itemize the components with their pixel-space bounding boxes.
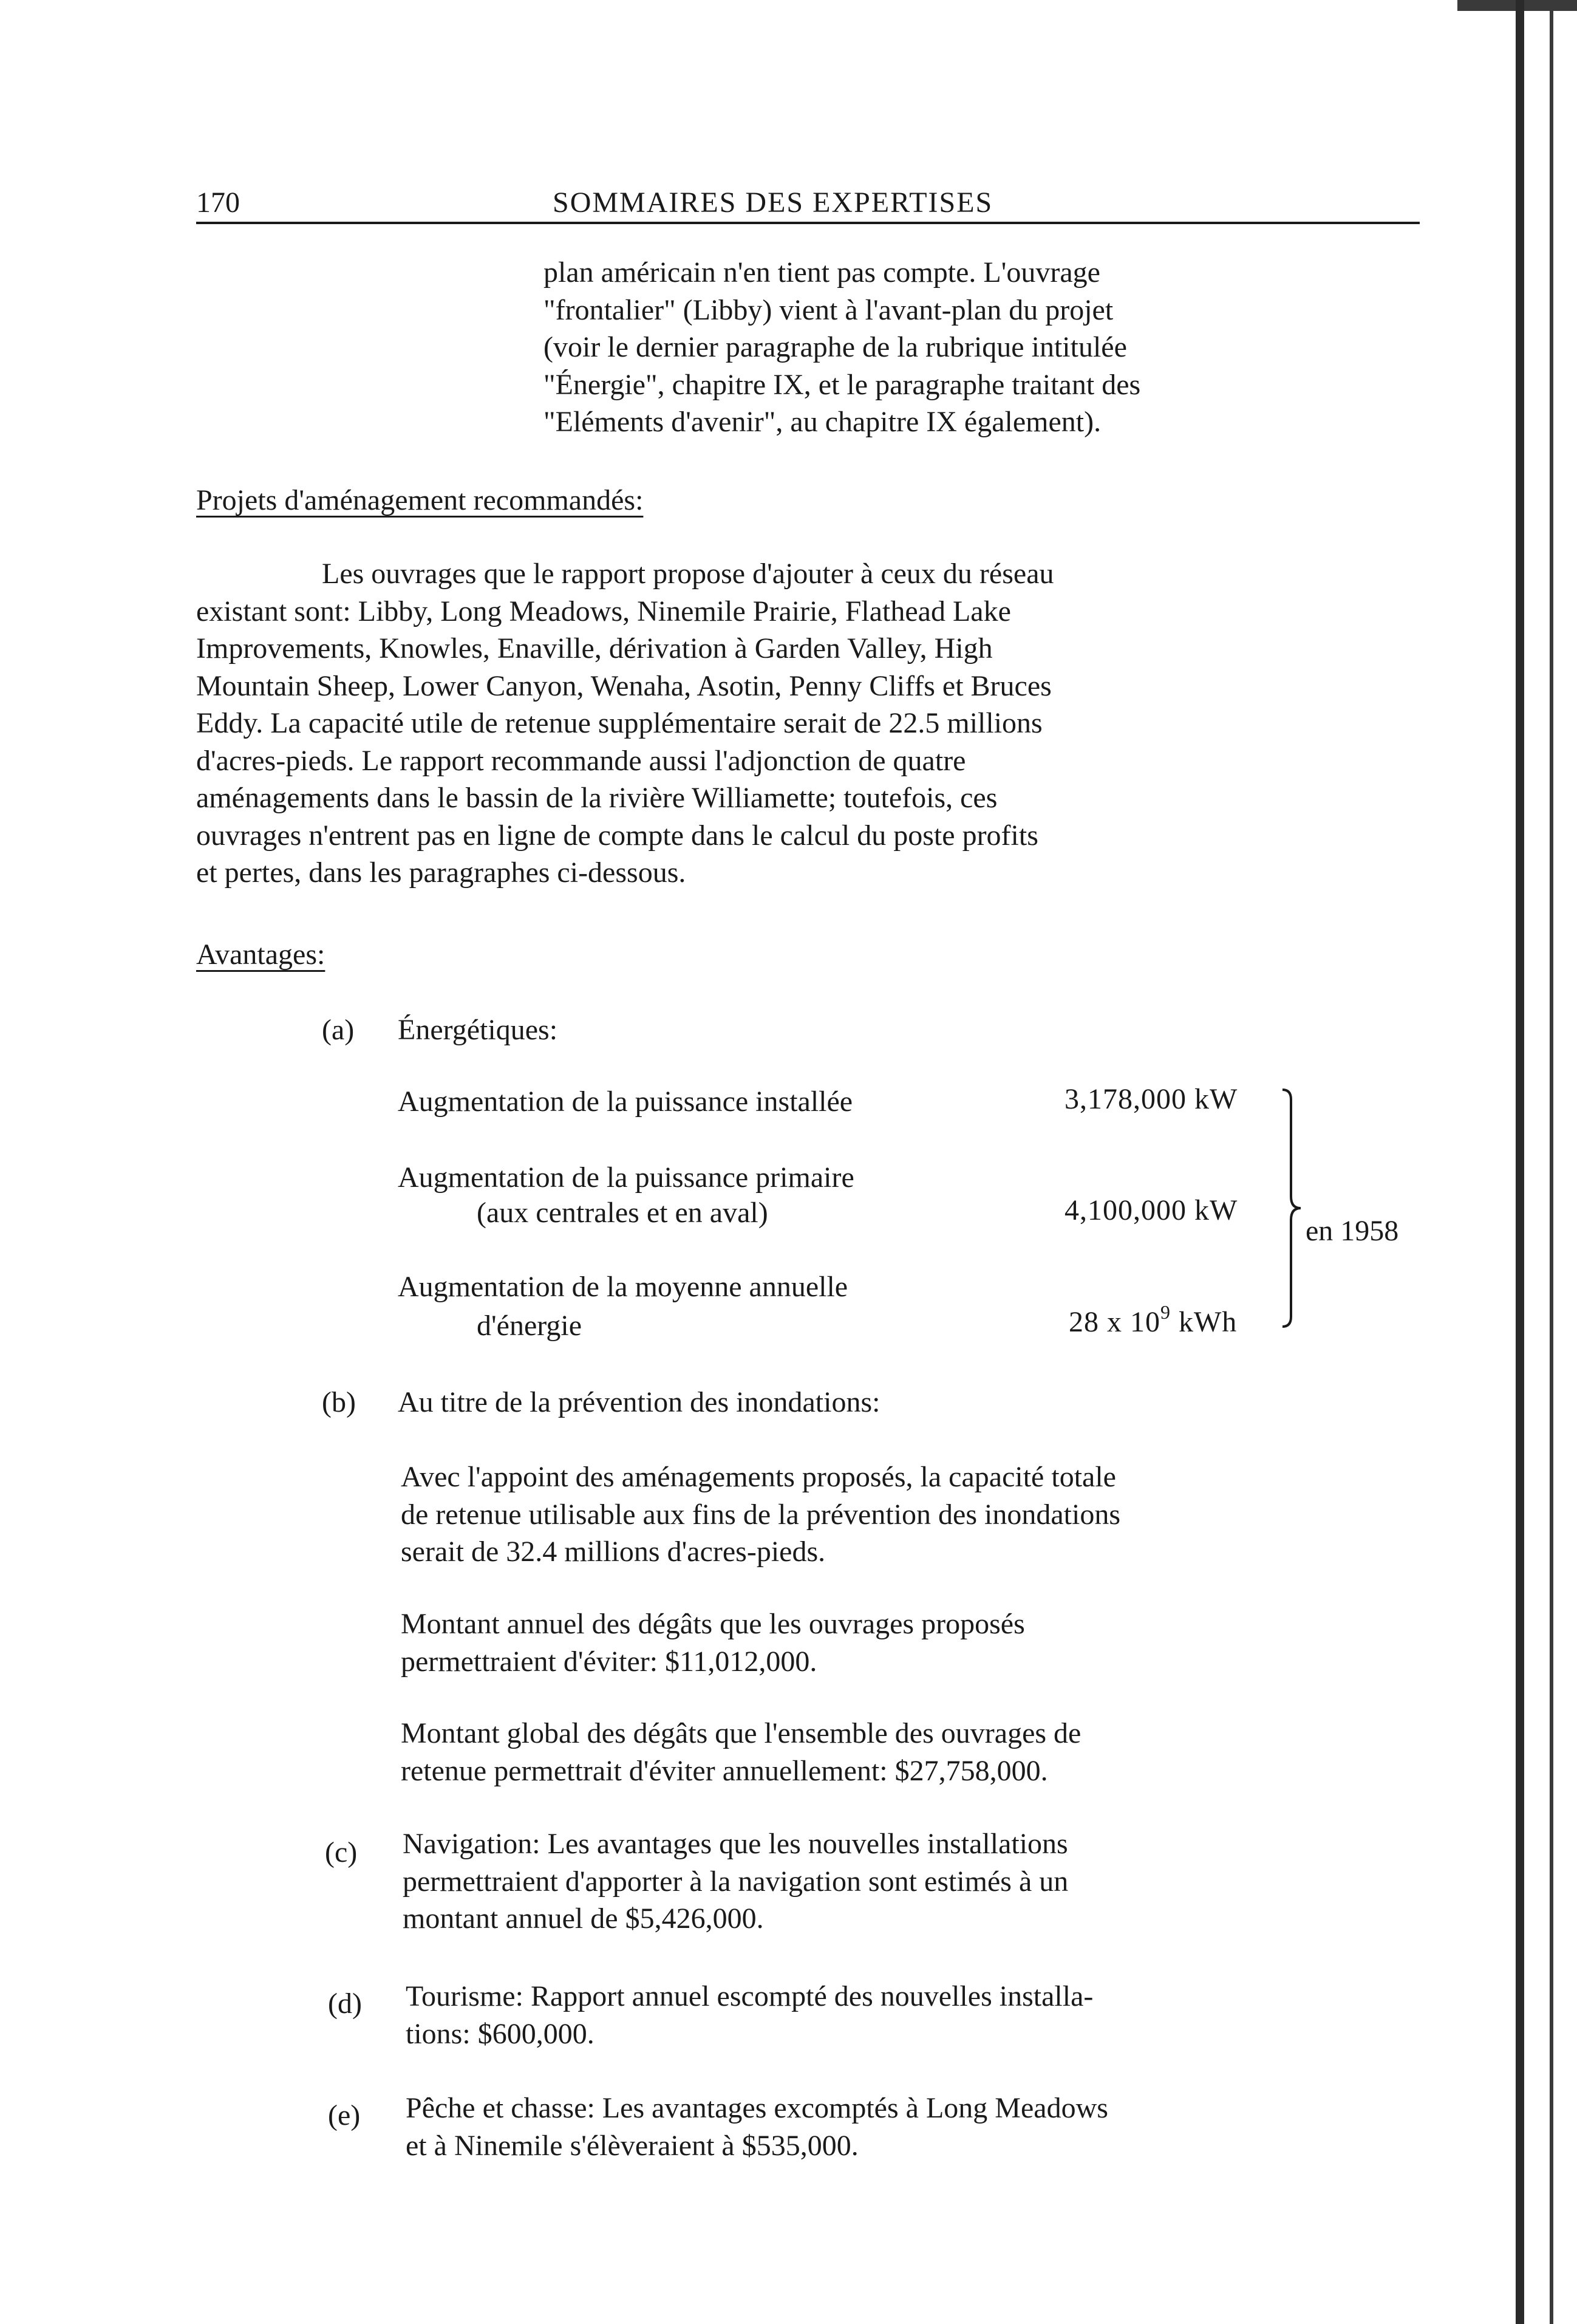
- text-line: aménagements dans le bassin de la rivière Williamette; toutefois, ces: [196, 782, 998, 814]
- text-line: Avec l'appoint des aménagements proposés, la capacité totale: [401, 1461, 1116, 1493]
- text-line: ouvrages n'entrent pas en ligne de compte dans le calcul du poste profits: [196, 819, 1038, 852]
- header-rule: [196, 222, 1420, 224]
- text-line: permettraient d'éviter: $11,012,000.: [401, 1646, 817, 1678]
- text-line: d'acres-pieds. Le rapport recommande aussi l'adjonction de quatre: [196, 745, 966, 777]
- text-line: Eddy. La capacité utile de retenue supplémentaire serait de 22.5 millions: [196, 707, 1043, 739]
- text-line: Navigation: Les avantages que les nouvelles installations: [403, 1828, 1068, 1860]
- energy-value-exponent: 9: [1160, 1301, 1171, 1323]
- text-line: (voir le dernier paragraphe de la rubrique intitulée: [543, 331, 1127, 363]
- running-title: SOMMAIRES DES EXPERTISES: [553, 186, 993, 219]
- text-line: serait de 32.4 millions d'acres-pieds.: [401, 1536, 826, 1568]
- item-marker-b: (b): [322, 1386, 356, 1418]
- text-line: tions: $600,000.: [406, 2018, 594, 2050]
- text-line: retenue permettrait d'éviter annuellement: $27,758,000.: [401, 1755, 1048, 1787]
- item-title-flood: Au titre de la prévention des inondations:: [398, 1386, 880, 1418]
- energy-row-label: Augmentation de la puissance installée: [398, 1085, 853, 1118]
- page-number: 170: [196, 186, 240, 219]
- brace-note: en 1958: [1306, 1215, 1399, 1247]
- text-line: Tourisme: Rapport annuel escompté des nouvelles installa-: [406, 1980, 1094, 2012]
- energy-row-value: 4,100,000 kW: [1064, 1194, 1238, 1226]
- item-title-energy: Énergétiques:: [398, 1014, 558, 1046]
- energy-row-value: [1069, 1301, 1238, 1341]
- section-heading-projects: Projets d'aménagement recommandés:: [196, 484, 644, 516]
- text-line: montant annuel de $5,426,000.: [403, 1902, 764, 1935]
- scan-edge-line: [1550, 0, 1553, 2324]
- text-line: et à Ninemile s'élèveraient à $535,000.: [406, 2130, 859, 2162]
- text-line: Improvements, Knowles, Enaville, dérivation à Garden Valley, High: [196, 632, 993, 665]
- text-line: existant sont: Libby, Long Meadows, Ninemile Prairie, Flathead Lake: [196, 595, 1011, 627]
- energy-value-base: 28 x 10: [1069, 1306, 1160, 1338]
- scan-edge-bar: [1516, 0, 1524, 2324]
- text-line: "frontalier" (Libby) vient à l'avant-plan du projet: [543, 294, 1114, 326]
- text-line: de retenue utilisable aux fins de la prévention des inondations: [401, 1499, 1120, 1531]
- item-marker-c: (c): [325, 1836, 358, 1868]
- energy-row-value: 3,178,000 kW: [1064, 1083, 1238, 1115]
- text-line: Montant global des dégâts que l'ensemble des ouvrages de: [401, 1717, 1081, 1749]
- energy-row-label-cont: d'énergie: [477, 1310, 582, 1342]
- text-line: Mountain Sheep, Lower Canyon, Wenaha, Asotin, Penny Cliffs et Bruces: [196, 670, 1052, 702]
- section-heading-benefits: Avantages:: [196, 938, 325, 971]
- text-line: Pêche et chasse: Les avantages excomptés à Long Meadows: [406, 2092, 1108, 2124]
- energy-value-unit: kWh: [1171, 1306, 1238, 1338]
- text-line: Les ouvrages que le rapport propose d'ajouter à ceux du réseau: [322, 558, 1054, 590]
- right-brace: [1281, 1087, 1302, 1329]
- text-line: permettraient d'apporter à la navigation sont estimés à un: [403, 1865, 1069, 1898]
- energy-row-label: Augmentation de la puissance primaire: [398, 1161, 854, 1194]
- energy-row-label-cont: (aux centrales et en aval): [477, 1197, 768, 1229]
- text-line: "Eléments d'avenir", au chapitre IX également).: [543, 406, 1102, 438]
- item-marker-d: (d): [328, 1987, 362, 2020]
- text-line: Montant annuel des dégâts que les ouvrages proposés: [401, 1608, 1025, 1640]
- item-marker-e: (e): [328, 2099, 361, 2131]
- energy-row-label: Augmentation de la moyenne annuelle: [398, 1271, 848, 1303]
- item-marker-a: (a): [322, 1014, 355, 1046]
- text-line: plan américain n'en tient pas compte. L'ouvrage: [543, 256, 1100, 289]
- text-line: et pertes, dans les paragraphes ci-dessous.: [196, 856, 686, 889]
- text-line: "Énergie", chapitre IX, et le paragraphe traitant des: [543, 369, 1141, 401]
